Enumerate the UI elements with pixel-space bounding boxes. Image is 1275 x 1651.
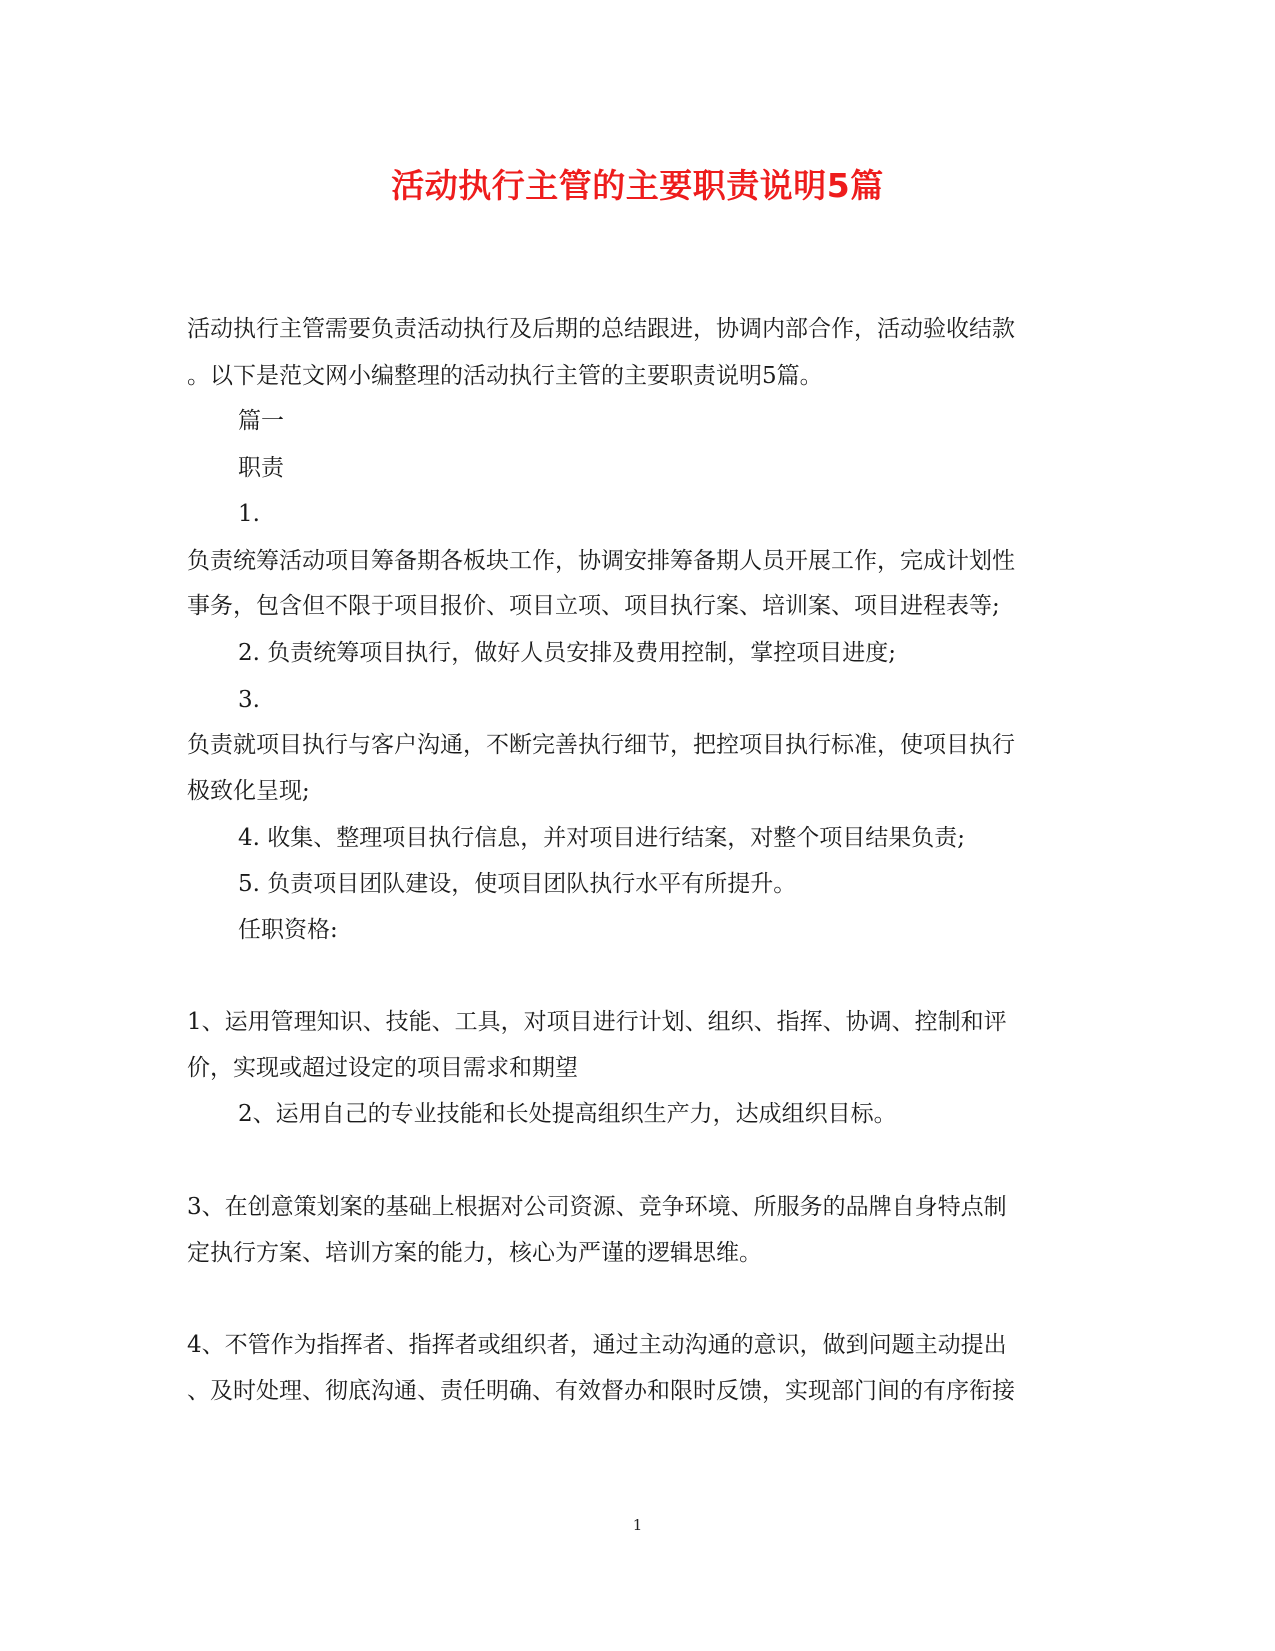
duty-1-line-1: 负责统筹活动项目筹备期各板块工作，协调安排筹备期人员开展工作，完成计划性: [187, 548, 1015, 574]
qualification-1-line-1: 1、运用管理知识、技能、工具，对项目进行计划、组织、指挥、协调、控制和评: [187, 1009, 1007, 1035]
document-title: 活动执行主管的主要职责说明5篇: [391, 166, 884, 205]
duty-2: 2. 负责统筹项目执行，做好人员安排及费用控制，掌控项目进度;: [238, 640, 897, 666]
page-number: 1: [632, 1516, 643, 1534]
duty-3-line-1: 负责就项目执行与客户沟通，不断完善执行细节，把控项目执行标准，使项目执行: [187, 732, 1015, 758]
duties-heading: 职责: [238, 455, 284, 481]
qualification-4-line-1: 4、不管作为指挥者、指挥者或组织者，通过主动沟通的意识，做到问题主动提出: [187, 1332, 1007, 1358]
qualification-2: 2、运用自己的专业技能和长处提高组织生产力，达成组织目标。: [238, 1101, 897, 1127]
qualifications-heading: 任职资格:: [238, 917, 338, 943]
duty-1-number: 1.: [238, 501, 260, 527]
duty-4: 4. 收集、整理项目执行信息，并对项目进行结案，对整个项目结果负责;: [238, 825, 966, 851]
duty-3-number: 3.: [238, 687, 260, 713]
qualification-4-line-2: 、及时处理、彻底沟通、责任明确、有效督办和限时反馈，实现部门间的有序衔接: [187, 1378, 1015, 1404]
duty-5: 5. 负责项目团队建设，使项目团队执行水平有所提升。: [238, 871, 797, 897]
qualification-3-line-2: 定执行方案、培训方案的能力，核心为严谨的逻辑思维。: [187, 1240, 762, 1266]
qualification-3-line-1: 3、在创意策划案的基础上根据对公司资源、竞争环境、所服务的品牌自身特点制: [187, 1194, 1007, 1220]
section-heading-1: 篇一: [238, 408, 284, 434]
qualification-1-line-2: 价，实现或超过设定的项目需求和期望: [187, 1055, 578, 1081]
intro-line-2: 。以下是范文网小编整理的活动执行主管的主要职责说明5篇。: [187, 363, 823, 389]
duty-1-line-2: 事务，包含但不限于项目报价、项目立项、项目执行案、培训案、项目进程表等;: [187, 593, 1000, 619]
duty-3-line-2: 极致化呈现;: [187, 778, 310, 804]
intro-line-1: 活动执行主管需要负责活动执行及后期的总结跟进，协调内部合作，活动验收结款: [187, 316, 1015, 342]
